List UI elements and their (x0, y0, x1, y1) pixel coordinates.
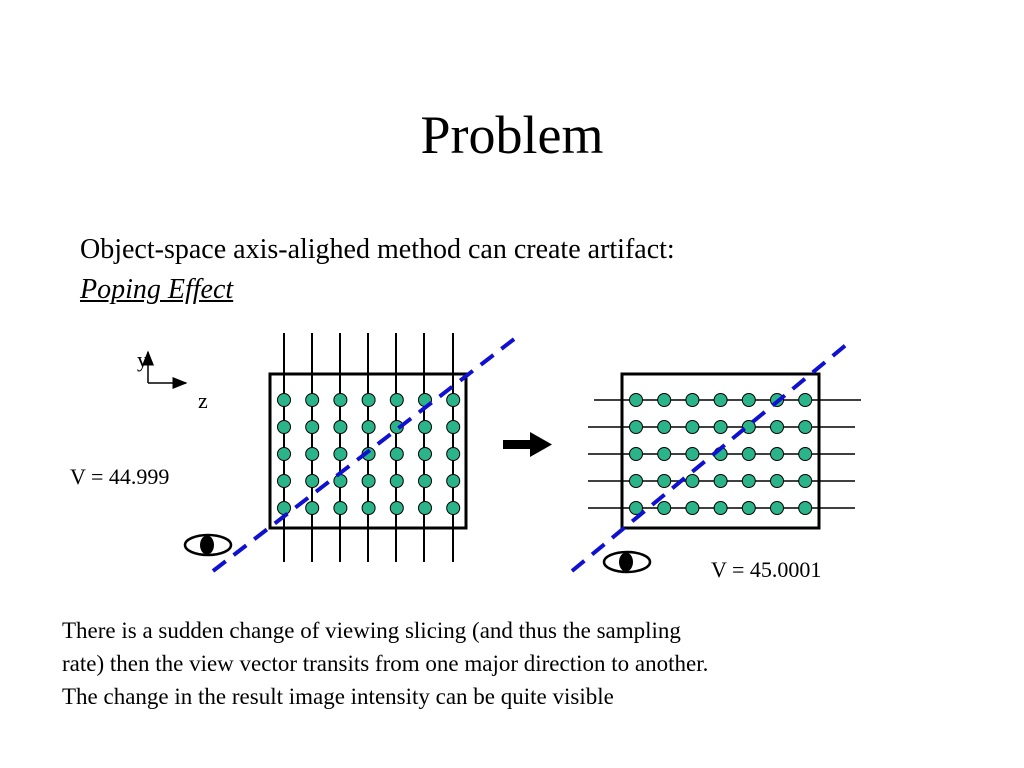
sample-point (306, 448, 319, 461)
sample-point (447, 394, 460, 407)
sample-point (630, 421, 643, 434)
sample-point (362, 421, 375, 434)
axis-indicator (137, 347, 208, 413)
left-value-label: V = 44.999 (70, 464, 170, 489)
sample-point (362, 394, 375, 407)
sample-point (686, 394, 699, 407)
axis-z-label: z (198, 388, 208, 413)
sample-point (390, 502, 403, 515)
sample-point (714, 502, 727, 515)
sample-point (686, 448, 699, 461)
sample-point (742, 475, 755, 488)
sample-point (658, 448, 671, 461)
sample-point (742, 448, 755, 461)
sample-point (334, 475, 347, 488)
explanation-line: There is a sudden change of viewing slicing (and thus the sampling (62, 618, 681, 643)
sample-point (630, 394, 643, 407)
sample-point (278, 502, 291, 515)
sample-point (799, 502, 812, 515)
sample-point (799, 448, 812, 461)
sample-point (714, 421, 727, 434)
sample-point (419, 448, 432, 461)
arrow-right-icon (503, 432, 552, 457)
sample-point (334, 448, 347, 461)
sample-point (714, 394, 727, 407)
explanation-text (62, 614, 962, 713)
sample-point (799, 475, 812, 488)
sample-point (742, 502, 755, 515)
sample-point (278, 394, 291, 407)
sample-point (419, 421, 432, 434)
sample-point (799, 421, 812, 434)
sample-point (686, 475, 699, 488)
eye-icon (185, 535, 231, 555)
explanation-line: rate) then the view vector transits from one major direction to another. (62, 651, 709, 676)
axis-y-label: y (137, 347, 148, 372)
sample-point (630, 448, 643, 461)
sample-point (278, 475, 291, 488)
sample-point (686, 421, 699, 434)
sample-point (306, 394, 319, 407)
eye-icon (604, 552, 650, 572)
sample-point (334, 421, 347, 434)
sample-point (334, 394, 347, 407)
sample-point (447, 502, 460, 515)
sample-point (419, 502, 432, 515)
sample-point (447, 475, 460, 488)
sample-point (419, 475, 432, 488)
sample-point (658, 421, 671, 434)
sample-point (306, 502, 319, 515)
sample-point (447, 448, 460, 461)
sample-point (306, 475, 319, 488)
sample-point (742, 394, 755, 407)
sample-point (278, 448, 291, 461)
sample-point (278, 421, 291, 434)
sample-point (630, 475, 643, 488)
sample-point (771, 448, 784, 461)
sample-point (334, 502, 347, 515)
sample-point (390, 475, 403, 488)
sample-point (771, 502, 784, 515)
right-value-label: V = 45.0001 (711, 557, 822, 582)
sample-point (362, 475, 375, 488)
sample-point (362, 502, 375, 515)
sample-point (447, 421, 460, 434)
slide-title: Problem (420, 105, 604, 165)
right-volume (572, 340, 861, 571)
sample-point (771, 475, 784, 488)
sample-point (658, 394, 671, 407)
sample-point (771, 421, 784, 434)
left-volume (213, 333, 522, 571)
subtitle-emphasis: Poping Effect (80, 274, 234, 305)
sample-point (390, 448, 403, 461)
sample-point (714, 475, 727, 488)
sample-point (658, 475, 671, 488)
sample-point (306, 421, 319, 434)
sample-point (799, 394, 812, 407)
subtitle-line: Object-space axis-alighed method can create artifact: (80, 234, 675, 265)
sample-point (686, 502, 699, 515)
explanation-line: The change in the result image intensity can be quite visible (62, 684, 614, 709)
sample-point (390, 394, 403, 407)
sample-point (658, 502, 671, 515)
